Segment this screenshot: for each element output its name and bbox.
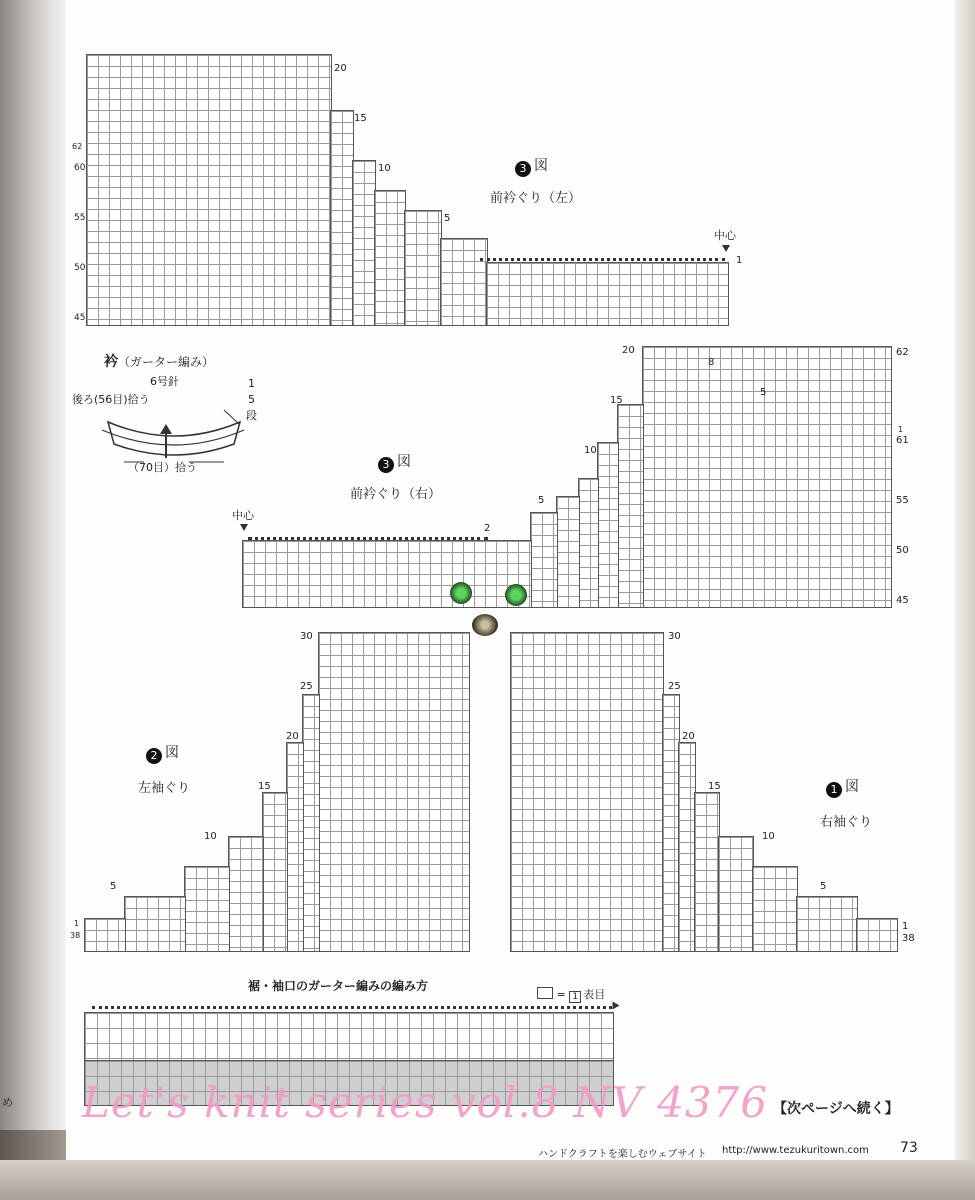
figure-title: 2 図 [146,746,179,764]
row-number: 5 [110,881,117,892]
legend-blank-icon [537,987,553,999]
watermark: Let's knit series vol.8 NV 4376 [82,1078,769,1127]
chart-grid-step [556,496,580,608]
row-number: 1 [74,919,80,928]
chart-grid [510,632,664,952]
chart-grid-step [440,238,488,326]
legend: = 1 表目 [537,987,605,1003]
pickup-dots [480,258,725,261]
row-number: 10 [378,163,391,174]
page-edge [955,0,975,1200]
chart-grid-step [184,866,230,952]
row-number: 2 [484,523,491,534]
site-url: http://www.tezukuritown.com [722,1145,869,1156]
row-number: 1 [902,921,909,932]
row-number: 30 [300,631,313,642]
chart-grid-step [486,262,729,326]
back-pickup-label: 後ろ(56目)拾う [72,393,150,406]
row-number: 10 [584,445,597,456]
row-number: 5 [820,881,827,892]
page-number: 73 [900,1140,918,1156]
rows-label: 5 [248,393,255,406]
row-number: 45 [74,313,86,323]
chart-grid-step [752,866,798,952]
row-number: 60 [74,163,86,173]
chart-grid-step [330,110,354,326]
garter-grid [84,1012,614,1062]
row-number: 1 [736,255,743,266]
scan-mark [450,582,472,604]
row-number: 20 [622,345,635,356]
center-label: 中心 [714,229,736,242]
row-number: 20 [286,731,299,742]
scan-mark [505,584,527,606]
direction-arrow-icon [613,1002,620,1010]
row-number: 62 [896,347,909,358]
row-number: 30 [668,631,681,642]
collar-title: 衿（ガーター編み） [104,354,215,370]
mark-number: 5 [760,387,767,398]
scan-mark [472,614,498,636]
chart-grid-step [262,792,288,952]
row-number: 55 [896,495,909,506]
row-number: 1 [898,425,904,434]
figure-caption: 前衿ぐり（左） [490,191,582,206]
figure-title: 3 図 [515,159,548,177]
needle-size: 6号針 [150,375,179,388]
row-number: 50 [896,545,909,556]
row-number: 20 [334,63,347,74]
row-number: 62 [72,142,83,151]
figure-caption: 左袖ぐり [138,781,191,796]
row-number: 15 [708,781,721,792]
pickup-dots [92,1006,612,1009]
row-number: 15 [258,781,271,792]
row-number: 10 [762,831,775,842]
chart-grid [642,346,892,608]
desk-background [0,1160,975,1200]
chart-grid [318,632,470,952]
chart-grid-step [796,896,858,952]
chart-grid-step [242,540,532,608]
figure-caption: 前衿ぐり（右） [350,487,442,502]
chart-grid-step [530,512,558,608]
chart-grid-step [228,836,264,952]
figure-title: 3 図 [378,455,411,473]
chart-grid-step [578,478,599,608]
row-number: 38 [70,931,81,940]
row-number: 50 [74,263,86,273]
chart-grid-step [617,404,644,608]
figure-title: 1 図 [826,780,859,798]
collar-shape-icon [94,400,254,470]
row-number: 61 [896,435,909,446]
chart-grid [86,54,332,326]
chart-grid-step [302,694,320,952]
continue-label: 【次ページへ続く】 [773,1101,899,1117]
row-number: 45 [896,595,909,606]
rows-label: 段 [246,409,257,422]
row-number: 38 [902,933,915,944]
row-number: 5 [444,213,451,224]
row-number: 20 [682,731,695,742]
chart-grid-step [352,160,376,326]
mark-number: 8 [708,357,715,368]
center-arrow-icon [722,245,730,252]
row-number: 10 [204,831,217,842]
row-number: 55 [74,213,86,223]
chart-grid-step [404,210,442,326]
row-number: 15 [610,395,623,406]
row-number: 15 [354,113,367,124]
chart-grid-step [694,792,720,952]
row-number: 5 [538,495,545,506]
rows-label: 1 [248,377,255,390]
chart-grid-step [124,896,186,952]
chart-grid-step [374,190,406,326]
center-arrow-icon [240,524,248,531]
chart-grid-step [84,918,126,952]
site-text: ハンドクラフトを楽しむウェブサイト [538,1149,707,1160]
chart-grid-step [597,442,619,608]
pickup-dots [248,537,488,540]
side-character: め [2,1096,13,1109]
chart-grid-step [718,836,754,952]
center-label: 中心 [232,509,254,522]
row-number: 25 [668,681,681,692]
front-pickup-label: （70目）拾う [128,461,197,474]
book-binding [0,0,66,1200]
row-number: 25 [300,681,313,692]
chart-grid-step [286,742,304,952]
figure-caption: 右袖ぐり [820,815,873,830]
garter-title: 裾・袖口のガーター編みの編み方 [248,979,429,993]
chart-grid-step [856,918,898,952]
